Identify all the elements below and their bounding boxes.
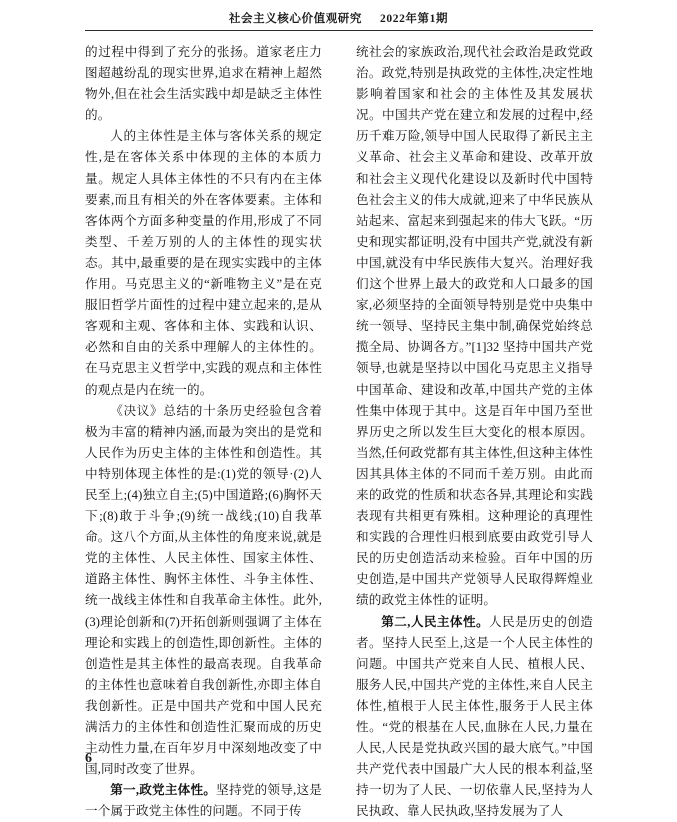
paragraph-text: 坚持党的领导,这是一个属于政党主体性的问题。不同于传 <box>85 783 323 819</box>
body-columns <box>85 42 593 819</box>
header-rule <box>85 30 593 31</box>
right-column <box>356 42 593 819</box>
paragraph: 人的主体性是主体与客体关系的规定性,是在客体关系中体现的主体的本质力量。规定人具体主体性的不只有内在主体要素,而且有相关的外在客体要素。主体和客体两个方面多种变量的作用,形成了不同类型、千差万别的人的主体性的现实状态。其中,最重要的是在现实实践中的主体作用。马克思主义的“新唯物主义”是在克服旧哲学片面性的过程中建立起来的,是从客观和主观、客体和主体、实践和认识、必然和自由的关系中理解人的主体性的。在马克思主义哲学中,实践的观点和主体性的观点是内在统一的。 <box>85 129 322 397</box>
running-head <box>0 10 677 26</box>
left-column <box>85 42 323 819</box>
paragraph: 《决议》总结的十条历史经验包含着极为丰富的精神内涵,而最为突出的是党和人民作为历史主体的主体性和创造性。其中特别体现主体性的是:(1)党的领导·(2)人民至上;(4)独立自主;(5)中国道路;(6)胸怀天下;(8)敢于斗争;(9)统一战线;(10)自我革命。这八个方面,从主体性的角度来说,就是党的主体性、人民主体性、国家主体性、道路主体性、胸怀主体性、斗争主体性、统一战线主体性和自我革命主体性。此外,(3)理论创新和(7)开拓创新则强调了主体在理论和实践上的创造性,即创新性。主体的创造性是其主体性的最高表现。自我革命的主体性也意味着自我创新性,亦即主体自我创新性。正是中国共产党和中国人民充满活力的主体性和创造性汇聚而成的历史主动性力量,在百年岁月中深刻地改变了中国,同时改变了世界。 <box>85 403 322 777</box>
paragraph-with-lead <box>85 780 322 822</box>
paragraph-lead-in: 第一,政党主体性。 <box>110 783 217 798</box>
paragraph-with-lead <box>356 612 593 822</box>
paragraph-lead-in: 第二,人民主体性。 <box>381 614 490 629</box>
issue-label: 2022年第1期 <box>380 13 449 25</box>
page-number: 6 <box>85 751 92 766</box>
journal-title: 社会主义核心价值观研究 <box>228 13 363 25</box>
paragraph: 的过程中得到了充分的张扬。道家老庄力图超越纷乱的现实世界,追求在精神上超然物外,但在社会生活实践中却是缺乏主体性的。 <box>85 45 322 123</box>
paragraph-text: 人民是历史的创造者。坚持人民至上,这是一个人民主体性的问题。中国共产党来自人民、植根人民、服务人民,中国共产党的主体性,来自人民主体性,植根于人民主体性,服务于人民主体性。“党的根基在人民,血脉在人民,力量在人民,人民是党执政兴国的最大底气。”中国共产党代表中国最广大人民的根本利益,坚持一切为了人民、一切依靠人民,坚持为人民执政、靠人民执政,坚持发展为了人 <box>356 614 593 819</box>
paragraph: 统社会的家族政治,现代社会政治是政党政治。政党,特别是执政党的主体性,决定性地影响着国家和社会的主体性及其发展状况。中国共产党在建立和发展的过程中,经历千难万险,领导中国人民取得了新民主主义革命、社会主义革命和建设、改革开放和社会主义现代化建设以及新时代中国特色社会主义的伟大成就,迎来了中华民族从站起来、富起来到强起来的伟大飞跃。“历史和现实都证明,没有中国共产党,就没有新中国,就没有中华民族伟大复兴。治理好我们这个世界上最大的政党和人口最多的国家,必须坚持的全面领导特别是党中央集中统一领导、坚持民主集中制,确保党始终总揽全局、协调各方。”[1]32 坚持中国共产党领导,也就是坚持以中国化马克思主义指导中国革命、建设和改革,中国共产党的主体性集中体现于其中。这是百年中国乃至世界历史之所以发生巨大变化的根本原因。当然,任何政党都有其主体性,但这种主体性因其具体主体的不同而千差万别。由此而来的政党的性质和状态各异,其理论和实践表现有共相更有殊相。这种理论的真理性和实践的合理性归根到底要由政党引导人民的历史创造活动来检验。百年中国的历史创造,是中国共产党领导人民取得辉煌业绩的政党主体性的证明。 <box>356 45 593 608</box>
